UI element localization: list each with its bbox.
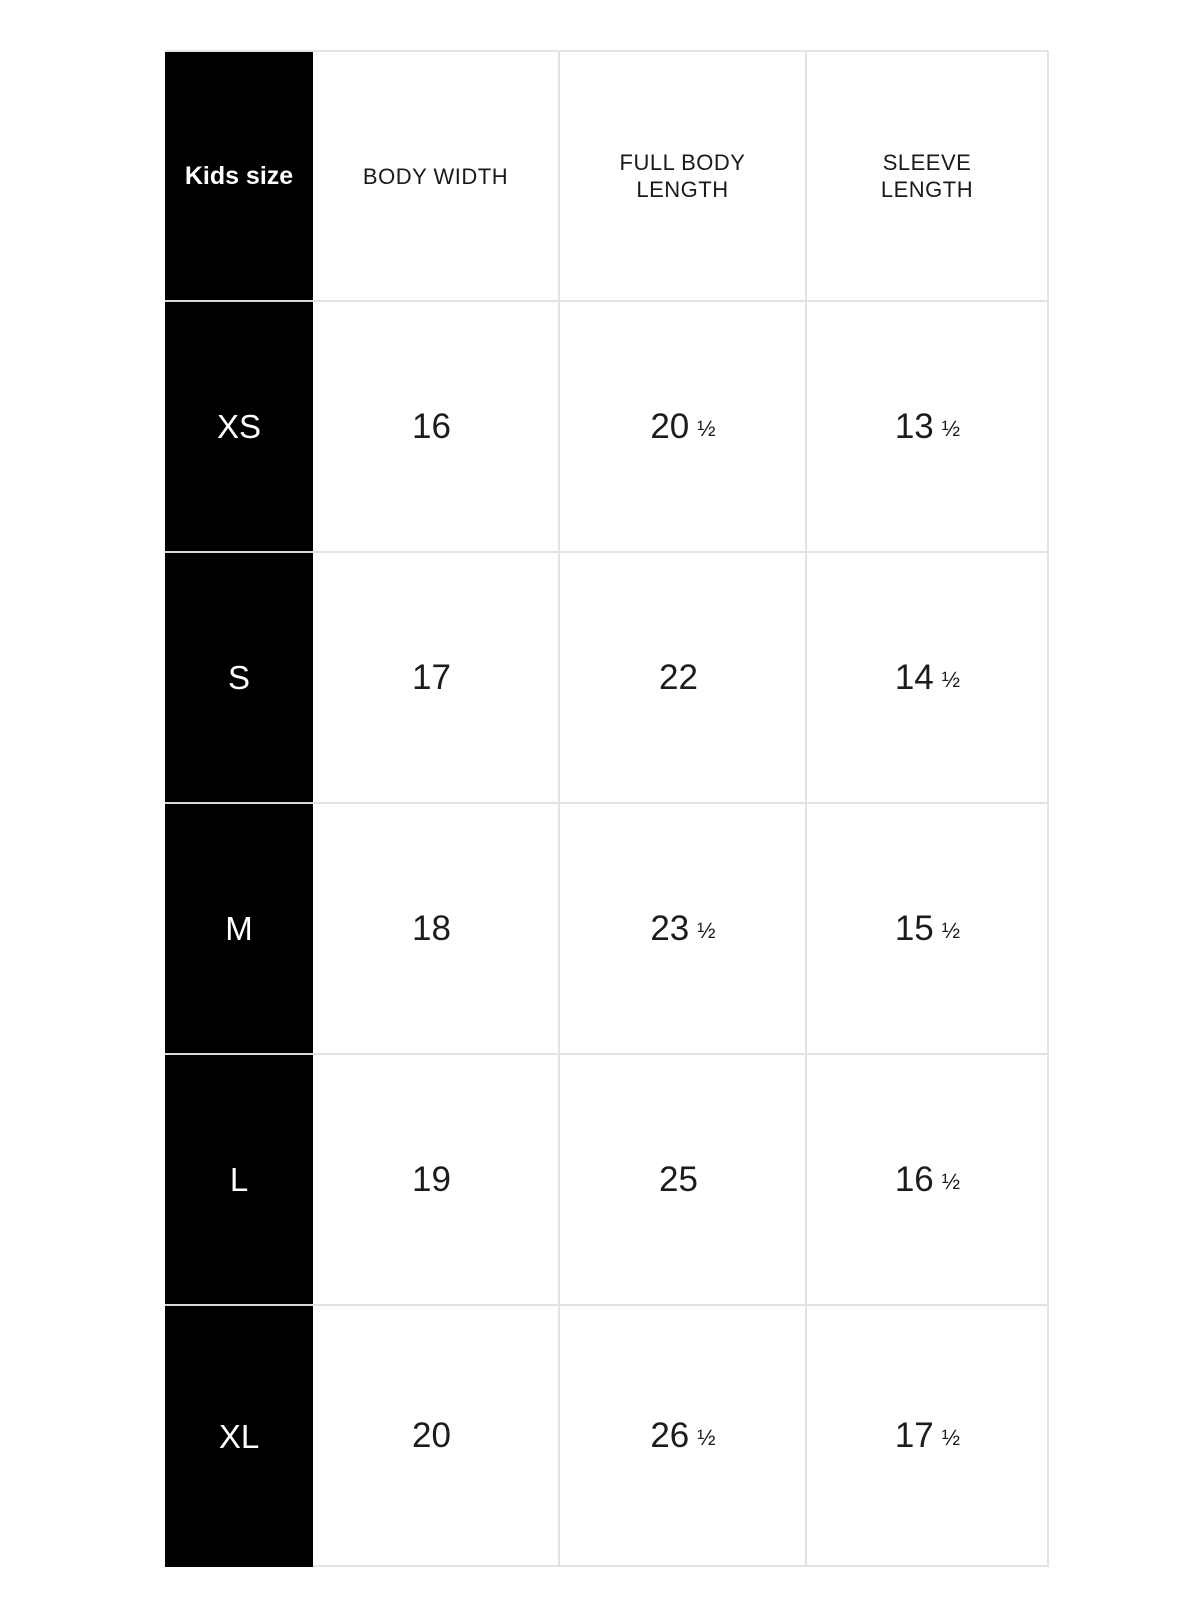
- measurement-whole: 26: [650, 1415, 690, 1455]
- measurement-value: [412, 1160, 459, 1200]
- measurement-value: [659, 658, 706, 698]
- size-label-m: M: [165, 804, 313, 1055]
- measurement-whole: 23: [650, 908, 690, 948]
- size-label-xs: XS: [165, 302, 313, 553]
- table-cell: [807, 804, 1049, 1055]
- measurement-fraction: ½: [697, 917, 715, 943]
- measurement-value: [895, 407, 959, 447]
- column-header-sleeve-length: SLEEVE LENGTH: [807, 50, 1049, 302]
- measurement-value: [650, 1416, 714, 1456]
- kids-size-header: Kids size: [165, 50, 313, 302]
- measurement-fraction: ½: [941, 917, 960, 943]
- measurement-value: [412, 407, 459, 447]
- measurement-whole: 14: [894, 657, 934, 697]
- measurement-whole: 15: [894, 908, 934, 948]
- table-cell: [560, 1306, 807, 1567]
- table-cell: [807, 553, 1049, 804]
- measurement-whole: 25: [659, 1159, 698, 1199]
- table-cell: [807, 302, 1049, 553]
- table-cell: [313, 804, 560, 1055]
- measurement-fraction: ½: [941, 1168, 960, 1194]
- table-cell: [560, 804, 807, 1055]
- measurement-value: [659, 1160, 706, 1200]
- size-label-xl: XL: [165, 1306, 313, 1567]
- measurement-whole: 16: [894, 1159, 934, 1199]
- measurement-fraction: ½: [941, 1424, 960, 1450]
- measurement-fraction: ½: [941, 415, 960, 441]
- measurement-value: [895, 658, 959, 698]
- table-cell: [313, 302, 560, 553]
- size-label-s: S: [165, 553, 313, 804]
- measurement-fraction: ½: [941, 666, 960, 692]
- measurement-value: [650, 407, 714, 447]
- measurement-whole: 16: [412, 406, 451, 446]
- column-header-full-body-length: FULL BODY LENGTH: [560, 50, 807, 302]
- measurement-whole: 17: [894, 1415, 934, 1455]
- measurement-fraction: ½: [697, 1424, 715, 1450]
- table-cell: [807, 1055, 1049, 1306]
- table-cell: [560, 553, 807, 804]
- measurement-value: [412, 1416, 459, 1456]
- table-cell: [807, 1306, 1049, 1567]
- size-label-l: L: [165, 1055, 313, 1306]
- table-cell: [313, 1055, 560, 1306]
- measurement-whole: 18: [412, 908, 451, 948]
- measurement-value: [412, 658, 459, 698]
- measurement-whole: 22: [659, 657, 698, 697]
- table-cell: [560, 302, 807, 553]
- measurement-value: [650, 909, 714, 949]
- table-cell: [313, 553, 560, 804]
- measurement-whole: 20: [650, 406, 690, 446]
- column-header-body-width: BODY WIDTH: [313, 50, 560, 302]
- table-cell: [560, 1055, 807, 1306]
- measurement-value: [895, 1416, 959, 1456]
- measurement-value: [895, 1160, 959, 1200]
- measurement-whole: 17: [412, 657, 451, 697]
- measurement-whole: 19: [412, 1159, 451, 1199]
- measurement-value: [412, 909, 459, 949]
- table-cell: [313, 1306, 560, 1567]
- measurement-value: [895, 909, 959, 949]
- size-chart-table: [165, 50, 1049, 1566]
- measurement-fraction: ½: [697, 415, 715, 441]
- measurement-whole: 20: [412, 1415, 451, 1455]
- measurement-whole: 13: [894, 406, 934, 446]
